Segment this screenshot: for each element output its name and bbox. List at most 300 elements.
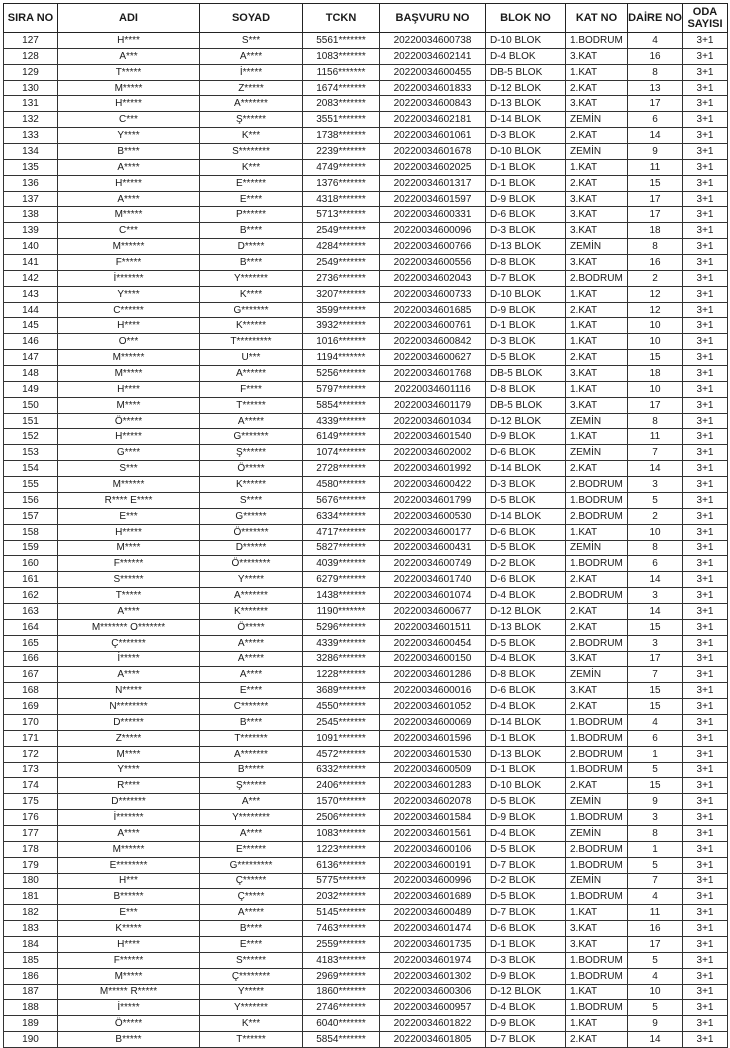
basvuru-no-cell: 20220034600191 [380,857,486,873]
soyad-cell: Ö***** [200,619,303,635]
tckn-cell: 1738******* [303,128,380,144]
kat-no-cell: 2.KAT [566,461,628,477]
tckn-cell: 1860******* [303,984,380,1000]
blok-no-cell: D-14 BLOK [486,461,566,477]
oda-sayisi-cell: 3+1 [683,477,728,493]
sira-no-cell: 166 [4,651,58,667]
adi-cell: Ö***** [58,1016,200,1032]
sira-no-cell: 186 [4,968,58,984]
sira-no-cell: 129 [4,64,58,80]
blok-no-cell: D-6 BLOK [486,445,566,461]
oda-sayisi-cell: 3+1 [683,841,728,857]
tckn-cell: 1074******* [303,445,380,461]
soyad-cell: Ö***** [200,461,303,477]
tckn-cell: 4339******* [303,635,380,651]
blok-no-cell: D-14 BLOK [486,112,566,128]
table-row [4,318,728,334]
basvuru-no-cell: 20220034600996 [380,873,486,889]
soyad-cell: Y******** [200,810,303,826]
soyad-cell: A**** [200,48,303,64]
kat-no-cell: 2.KAT [566,603,628,619]
tckn-cell: 2239******* [303,144,380,160]
kat-no-cell: ZEMİN [566,144,628,160]
table-row [4,794,728,810]
adi-cell: M**** [58,540,200,556]
tckn-cell: 5854******* [303,1032,380,1048]
kat-no-cell: 3.KAT [566,397,628,413]
kat-no-cell: 2.BODRUM [566,508,628,524]
basvuru-no-cell: 20220034600177 [380,524,486,540]
tckn-cell: 6149******* [303,429,380,445]
table-row [4,1000,728,1016]
sira-no-cell: 128 [4,48,58,64]
tckn-cell: 5797******* [303,381,380,397]
tckn-cell: 4572******* [303,746,380,762]
basvuru-no-cell: 20220034600677 [380,603,486,619]
list-sheet [3,3,728,1048]
table-row [4,746,728,762]
daire-no-cell: 16 [628,48,683,64]
blok-no-cell: D-4 BLOK [486,825,566,841]
daire-no-cell: 17 [628,191,683,207]
daire-no-cell: 15 [628,350,683,366]
daire-no-cell: 5 [628,952,683,968]
sira-no-cell: 163 [4,603,58,619]
adi-cell: Y**** [58,762,200,778]
kat-no-cell: ZEMİN [566,540,628,556]
daire-no-cell: 11 [628,905,683,921]
daire-no-cell: 12 [628,286,683,302]
sira-no-cell: 132 [4,112,58,128]
blok-no-cell: D-7 BLOK [486,1032,566,1048]
soyad-cell: E****** [200,175,303,191]
basvuru-no-cell: 20220034600431 [380,540,486,556]
adi-cell: M***** [58,207,200,223]
blok-no-cell: D-1 BLOK [486,318,566,334]
sira-no-cell: 176 [4,810,58,826]
oda-sayisi-cell: 3+1 [683,619,728,635]
blok-no-cell: D-10 BLOK [486,33,566,49]
kat-no-cell: 2.BODRUM [566,841,628,857]
blok-no-cell: D-6 BLOK [486,207,566,223]
basvuru-no-cell: 20220034600761 [380,318,486,334]
basvuru-no-cell: 20220034600454 [380,635,486,651]
adi-cell: H**** [58,33,200,49]
daire-no-cell: 18 [628,366,683,382]
basvuru-no-cell: 20220034600106 [380,841,486,857]
sira-no-cell: 168 [4,683,58,699]
table-row [4,128,728,144]
table-row [4,413,728,429]
table-row [4,191,728,207]
table-row [4,635,728,651]
daire-no-cell: 14 [628,461,683,477]
soyad-cell: A***** [200,413,303,429]
sira-no-cell: 135 [4,159,58,175]
tckn-cell: 2032******* [303,889,380,905]
oda-sayisi-cell: 3+1 [683,556,728,572]
basvuru-no-cell: 20220034601768 [380,366,486,382]
blok-no-cell: D-13 BLOK [486,746,566,762]
blok-no-cell: D-1 BLOK [486,730,566,746]
oda-sayisi-cell: 3+1 [683,873,728,889]
basvuru-no-cell: 20220034601286 [380,667,486,683]
sira-no-cell: 148 [4,366,58,382]
soyad-cell: T******* [200,730,303,746]
oda-sayisi-cell: 3+1 [683,334,728,350]
daire-no-cell: 11 [628,429,683,445]
kat-no-cell: 1.BODRUM [566,1000,628,1016]
blok-no-cell: D-4 BLOK [486,1000,566,1016]
sira-no-cell: 155 [4,477,58,493]
daire-no-cell: 15 [628,619,683,635]
oda-sayisi-cell: 3+1 [683,112,728,128]
tckn-cell: 1570******* [303,794,380,810]
daire-no-cell: 8 [628,825,683,841]
tckn-cell: 2559******* [303,936,380,952]
sira-no-cell: 151 [4,413,58,429]
table-row [4,873,728,889]
oda-sayisi-cell: 3+1 [683,857,728,873]
kat-no-cell: 1.KAT [566,64,628,80]
basvuru-no-cell: 20220034601597 [380,191,486,207]
adi-cell: F***** [58,255,200,271]
daire-no-cell: 16 [628,255,683,271]
soyad-cell: Y******* [200,1000,303,1016]
table-row [4,64,728,80]
tckn-cell: 2545******* [303,714,380,730]
basvuru-no-cell: 20220034600016 [380,683,486,699]
oda-sayisi-cell: 3+1 [683,397,728,413]
tckn-cell: 2969******* [303,968,380,984]
soyad-cell: S****** [200,952,303,968]
adi-cell: M****** [58,350,200,366]
soyad-cell: Y******* [200,270,303,286]
oda-sayisi-cell: 3+1 [683,159,728,175]
table-row [4,508,728,524]
daire-no-cell: 15 [628,699,683,715]
basvuru-no-cell: 20220034601474 [380,921,486,937]
oda-sayisi-cell: 3+1 [683,540,728,556]
soyad-cell: G******* [200,302,303,318]
basvuru-no-cell: 20220034600422 [380,477,486,493]
table-row [4,810,728,826]
daire-no-cell: 4 [628,968,683,984]
soyad-cell: K****** [200,477,303,493]
sira-no-cell: 183 [4,921,58,937]
soyad-cell: B**** [200,223,303,239]
oda-sayisi-cell: 3+1 [683,255,728,271]
sira-no-cell: 141 [4,255,58,271]
oda-sayisi-cell: 3+1 [683,746,728,762]
adi-cell: S****** [58,572,200,588]
soyad-cell: G******* [200,429,303,445]
tckn-cell: 6040******* [303,1016,380,1032]
sira-no-cell: 147 [4,350,58,366]
oda-sayisi-cell: 3+1 [683,413,728,429]
kat-no-cell: 1.KAT [566,381,628,397]
oda-sayisi-cell: 3+1 [683,207,728,223]
soyad-cell: E**** [200,936,303,952]
blok-no-cell: D-1 BLOK [486,175,566,191]
adi-cell: N******** [58,699,200,715]
oda-sayisi-cell: 3+1 [683,429,728,445]
header-kat-no: KAT NO [566,4,628,33]
oda-sayisi-cell: 3+1 [683,699,728,715]
daire-no-cell: 10 [628,334,683,350]
tckn-cell: 4039******* [303,556,380,572]
sira-no-cell: 131 [4,96,58,112]
blok-no-cell: D-3 BLOK [486,128,566,144]
tckn-cell: 5256******* [303,366,380,382]
sira-no-cell: 133 [4,128,58,144]
blok-no-cell: D-13 BLOK [486,619,566,635]
sira-no-cell: 159 [4,540,58,556]
table-row [4,968,728,984]
basvuru-no-cell: 20220034602181 [380,112,486,128]
oda-sayisi-cell: 3+1 [683,794,728,810]
kat-no-cell: ZEMİN [566,445,628,461]
tckn-cell: 1194******* [303,350,380,366]
soyad-cell: Y***** [200,572,303,588]
sira-no-cell: 165 [4,635,58,651]
oda-sayisi-cell: 3+1 [683,968,728,984]
tckn-cell: 2549******* [303,255,380,271]
kat-no-cell: ZEMİN [566,825,628,841]
oda-sayisi-cell: 3+1 [683,318,728,334]
oda-sayisi-cell: 3+1 [683,270,728,286]
adi-cell: D******* [58,794,200,810]
kat-no-cell: 2.KAT [566,175,628,191]
basvuru-no-cell: 20220034600455 [380,64,486,80]
soyad-cell: Ö******** [200,556,303,572]
tckn-cell: 2728******* [303,461,380,477]
tckn-cell: 2736******* [303,270,380,286]
basvuru-no-cell: 20220034602141 [380,48,486,64]
table-row [4,889,728,905]
basvuru-no-cell: 20220034600069 [380,714,486,730]
sira-no-cell: 181 [4,889,58,905]
daire-no-cell: 3 [628,635,683,651]
daire-no-cell: 2 [628,270,683,286]
adi-cell: S*** [58,461,200,477]
daire-no-cell: 9 [628,144,683,160]
blok-no-cell: D-2 BLOK [486,873,566,889]
kat-no-cell: 3.KAT [566,207,628,223]
basvuru-no-cell: 20220034601805 [380,1032,486,1048]
kat-no-cell: 2.BODRUM [566,588,628,604]
blok-no-cell: D-9 BLOK [486,429,566,445]
blok-no-cell: D-6 BLOK [486,921,566,937]
table-row [4,461,728,477]
soyad-cell: P****** [200,207,303,223]
basvuru-no-cell: 20220034600556 [380,255,486,271]
oda-sayisi-cell: 3+1 [683,366,728,382]
table-row [4,48,728,64]
table-row [4,429,728,445]
soyad-cell: A***** [200,905,303,921]
kat-no-cell: 2.BODRUM [566,746,628,762]
adi-cell: İ******* [58,810,200,826]
blok-no-cell: D-12 BLOK [486,80,566,96]
kat-no-cell: 1.KAT [566,984,628,1000]
sira-no-cell: 187 [4,984,58,1000]
sira-no-cell: 162 [4,588,58,604]
basvuru-no-cell: 20220034600957 [380,1000,486,1016]
table-row [4,1016,728,1032]
kat-no-cell: 1.KAT [566,524,628,540]
adi-cell: R**** [58,778,200,794]
adi-cell: F****** [58,556,200,572]
adi-cell: C*** [58,112,200,128]
daire-no-cell: 10 [628,318,683,334]
adi-cell: M***** R***** [58,984,200,1000]
basvuru-no-cell: 20220034601074 [380,588,486,604]
table-row [4,286,728,302]
oda-sayisi-cell: 3+1 [683,984,728,1000]
blok-no-cell: D-9 BLOK [486,1016,566,1032]
kat-no-cell: 2.KAT [566,1032,628,1048]
tckn-cell: 1674******* [303,80,380,96]
blok-no-cell: D-4 BLOK [486,651,566,667]
soyad-cell: B**** [200,255,303,271]
table-row [4,477,728,493]
kat-no-cell: ZEMİN [566,239,628,255]
adi-cell: M***** [58,968,200,984]
tckn-cell: 3599******* [303,302,380,318]
oda-sayisi-cell: 3+1 [683,730,728,746]
table-row [4,778,728,794]
blok-no-cell: D-2 BLOK [486,556,566,572]
daire-no-cell: 4 [628,33,683,49]
basvuru-no-cell: 20220034600489 [380,905,486,921]
sira-no-cell: 161 [4,572,58,588]
sira-no-cell: 142 [4,270,58,286]
sira-no-cell: 138 [4,207,58,223]
basvuru-no-cell: 20220034600842 [380,334,486,350]
blok-no-cell: D-14 BLOK [486,714,566,730]
basvuru-no-cell: 20220034601283 [380,778,486,794]
table-row [4,366,728,382]
oda-sayisi-cell: 3+1 [683,952,728,968]
oda-sayisi-cell: 3+1 [683,175,728,191]
kat-no-cell: ZEMİN [566,873,628,889]
oda-sayisi-cell: 3+1 [683,572,728,588]
soyad-cell: A***** [200,635,303,651]
table-row [4,302,728,318]
header-basvuru-no: BAŞVURU NO [380,4,486,33]
daire-no-cell: 17 [628,397,683,413]
sira-no-cell: 149 [4,381,58,397]
table-row [4,175,728,191]
daire-no-cell: 16 [628,921,683,937]
kat-no-cell: 1.BODRUM [566,492,628,508]
oda-sayisi-cell: 3+1 [683,588,728,604]
soyad-cell: T****** [200,1032,303,1048]
basvuru-no-cell: 20220034600766 [380,239,486,255]
daire-no-cell: 5 [628,857,683,873]
adi-cell: G**** [58,445,200,461]
oda-sayisi-cell: 3+1 [683,461,728,477]
soyad-cell: B**** [200,714,303,730]
daire-no-cell: 1 [628,841,683,857]
soyad-cell: Z***** [200,80,303,96]
kat-no-cell: 2.BODRUM [566,270,628,286]
kat-no-cell: 2.KAT [566,350,628,366]
blok-no-cell: D-4 BLOK [486,699,566,715]
oda-sayisi-cell: 3+1 [683,635,728,651]
tckn-cell: 2746******* [303,1000,380,1016]
adi-cell: E******** [58,857,200,873]
blok-no-cell: D-9 BLOK [486,302,566,318]
tckn-cell: 6334******* [303,508,380,524]
adi-cell: A**** [58,825,200,841]
soyad-cell: Ş****** [200,112,303,128]
daire-no-cell: 12 [628,302,683,318]
sira-no-cell: 156 [4,492,58,508]
adi-cell: H***** [58,175,200,191]
adi-cell: H***** [58,429,200,445]
adi-cell: D****** [58,714,200,730]
adi-cell: A**** [58,667,200,683]
blok-no-cell: D-9 BLOK [486,810,566,826]
blok-no-cell: D-7 BLOK [486,857,566,873]
soyad-cell: İ***** [200,64,303,80]
tckn-cell: 1016******* [303,334,380,350]
table-row [4,524,728,540]
sira-no-cell: 184 [4,936,58,952]
blok-no-cell: D-5 BLOK [486,540,566,556]
basvuru-no-cell: 20220034601740 [380,572,486,588]
sira-no-cell: 140 [4,239,58,255]
oda-sayisi-cell: 3+1 [683,651,728,667]
blok-no-cell: D-8 BLOK [486,667,566,683]
blok-no-cell: D-12 BLOK [486,603,566,619]
blok-no-cell: D-10 BLOK [486,144,566,160]
basvuru-no-cell: 20220034601530 [380,746,486,762]
soyad-cell: U*** [200,350,303,366]
kat-no-cell: 1.BODRUM [566,810,628,826]
kat-no-cell: 1.KAT [566,905,628,921]
kat-no-cell: 1.KAT [566,334,628,350]
table-row [4,159,728,175]
oda-sayisi-cell: 3+1 [683,603,728,619]
table-row [4,255,728,271]
tckn-cell: 1228******* [303,667,380,683]
oda-sayisi-cell: 3+1 [683,714,728,730]
blok-no-cell: D-1 BLOK [486,762,566,778]
table-row [4,699,728,715]
sira-no-cell: 178 [4,841,58,857]
basvuru-no-cell: 20220034601052 [380,699,486,715]
table-row [4,334,728,350]
soyad-cell: A***** [200,651,303,667]
blok-no-cell: D-6 BLOK [486,524,566,540]
oda-sayisi-cell: 3+1 [683,381,728,397]
adi-cell: Y**** [58,128,200,144]
soyad-cell: E**** [200,191,303,207]
kat-no-cell: 1.BODRUM [566,857,628,873]
oda-sayisi-cell: 3+1 [683,1016,728,1032]
table-row [4,381,728,397]
table-row [4,144,728,160]
basvuru-no-cell: 20220034600749 [380,556,486,572]
daire-no-cell: 14 [628,572,683,588]
table-row [4,905,728,921]
blok-no-cell: D-3 BLOK [486,223,566,239]
oda-sayisi-cell: 3+1 [683,64,728,80]
soyad-cell: E****** [200,841,303,857]
